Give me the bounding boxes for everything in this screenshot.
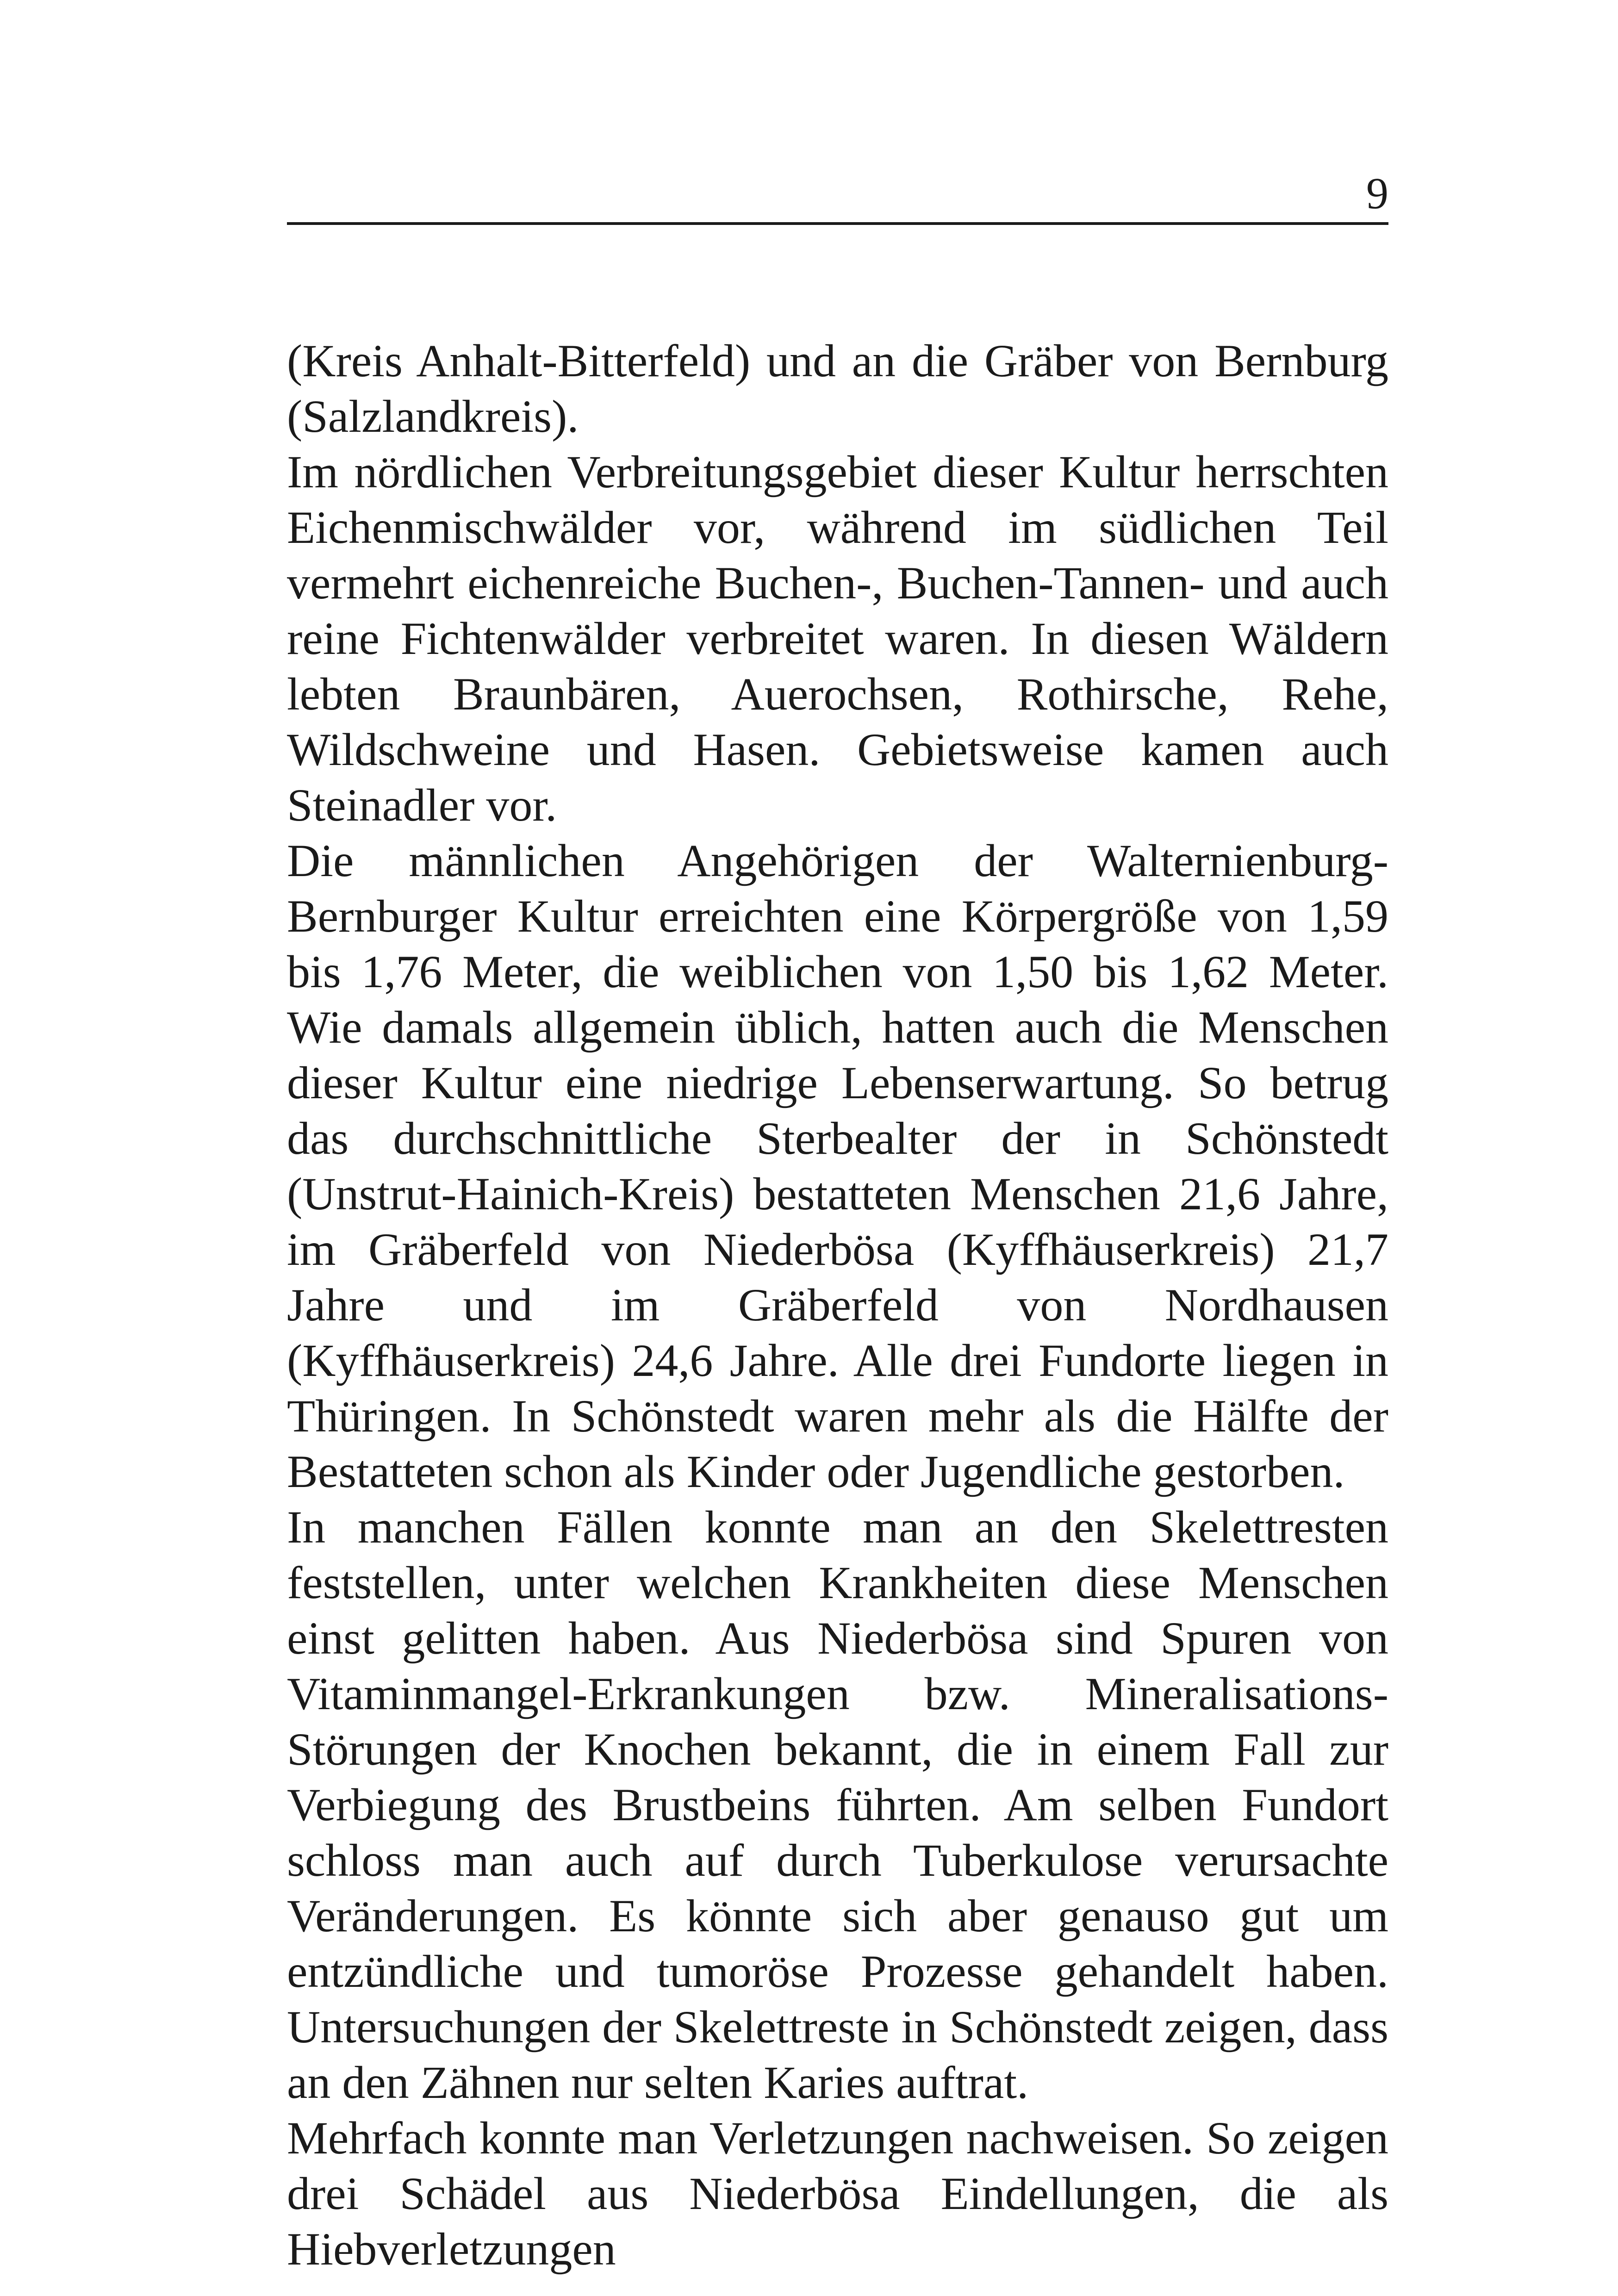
paragraph: Mehrfach konnte man Verletzungen nachweisen. So zeigen drei Schädel aus Niederbösa Eindellungen, die als Hiebverletzungen	[287, 2112, 1388, 2275]
page-header	[287, 167, 1388, 225]
page-number: 9	[1366, 168, 1388, 218]
paragraph: In manchen Fällen konnte man an den Skelettresten feststellen, unter welchen Krankheiten diese Menschen einst gelitten haben. Aus Niederbösa sind Spuren von Vitaminmangel-Erkrankungen bzw. Mineralisations-Störungen der Knochen bekannt, die in einem Fall zur Verbiegung des Brustbeins führten. Am selben Fundort schloss man auch auf durch Tuberkulose verursachte Veränderungen. Es könnte sich aber genauso gut um entzündliche und tumoröse Prozesse gehandelt haben. Untersuchungen der Skelettreste in Schönstedt zeigen, dass an den Zähnen nur selten Karies auftrat.	[287, 1501, 1388, 2108]
body-text	[287, 333, 1388, 2277]
paragraph: Die männlichen Angehörigen der Walternienburg-Bernburger Kultur erreichten eine Körpergröße von 1,59 bis 1,76 Meter, die weiblichen von 1,50 bis 1,62 Meter. Wie damals allgemein üblich, hatten auch die Menschen dieser Kultur eine niedrige Lebenserwartung. So betrug das durchschnittliche Sterbealter der in Schönstedt (Unstrut-Hainich-Kreis) bestatteten Menschen 21,6 Jahre, im Gräberfeld von Niederbösa (Kyffhäuserkreis) 21,7 Jahre und im Gräberfeld von Nordhausen (Kyffhäuserkreis) 24,6 Jahre. Alle drei Fundorte liegen in Thüringen. In Schönstedt waren mehr als die Hälfte der Bestatteten schon als Kinder oder Jugendliche gestorben.	[287, 835, 1388, 1497]
paragraph: (Kreis Anhalt-Bitterfeld) und an die Gräber von Bernburg (Salzlandkreis).	[287, 335, 1388, 442]
paragraph: Im nördlichen Verbreitungsgebiet dieser Kultur herrschten Eichenmischwälder vor, während im südlichen Teil vermehrt eichenreiche Buchen-, Buchen-Tannen- und auch reine Fichtenwälder verbreitet waren. In diesen Wäldern lebten Braunbären, Auerochsen, Rothirsche, Rehe, Wildschweine und Hasen. Gebietsweise kamen auch Steinadler vor.	[287, 446, 1388, 831]
